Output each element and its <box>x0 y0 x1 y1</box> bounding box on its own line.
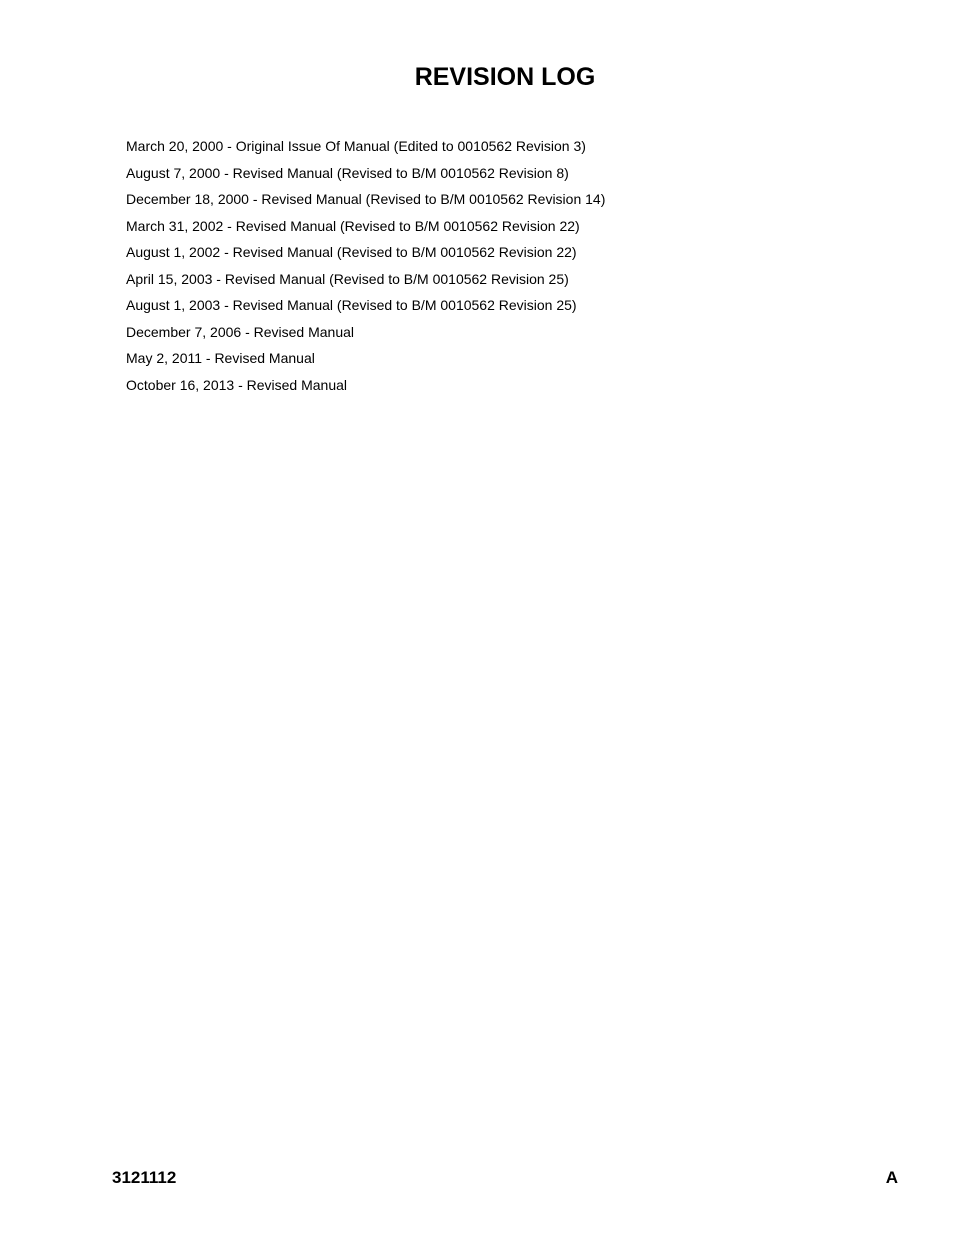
page-label: A <box>885 1168 898 1187</box>
revision-entry: August 1, 2003 - Revised Manual (Revised to B/M 0010562 Revision 25) <box>126 297 577 313</box>
revision-entry: May 2, 2011 - Revised Manual <box>126 350 315 366</box>
revision-entry: April 15, 2003 - Revised Manual (Revised to B/M 0010562 Revision 25) <box>126 270 569 287</box>
revision-entry: December 7, 2006 - Revised Manual <box>126 323 355 340</box>
page-title: REVISION LOG <box>414 63 596 91</box>
revision-entry: March 20, 2000 - Original Issue Of Manual (Edited to 0010562 Revision 3) <box>126 138 586 154</box>
document-number: 3121112 <box>112 1168 177 1187</box>
revision-entry: August 1, 2002 - Revised Manual (Revised to B/M 0010562 Revision 22) <box>126 244 577 260</box>
revision-entry: October 16, 2013 - Revised Manual <box>126 376 348 393</box>
revision-entry: December 18, 2000 - Revised Manual (Revised to B/M 0010562 Revision 14) <box>126 191 606 207</box>
revision-entry: August 7, 2000 - Revised Manual (Revised to B/M 0010562 Revision 8) <box>126 164 569 181</box>
revision-entry: March 31, 2002 - Revised Manual (Revised to B/M 0010562 Revision 22) <box>126 217 580 234</box>
revision-list <box>126 133 605 398</box>
